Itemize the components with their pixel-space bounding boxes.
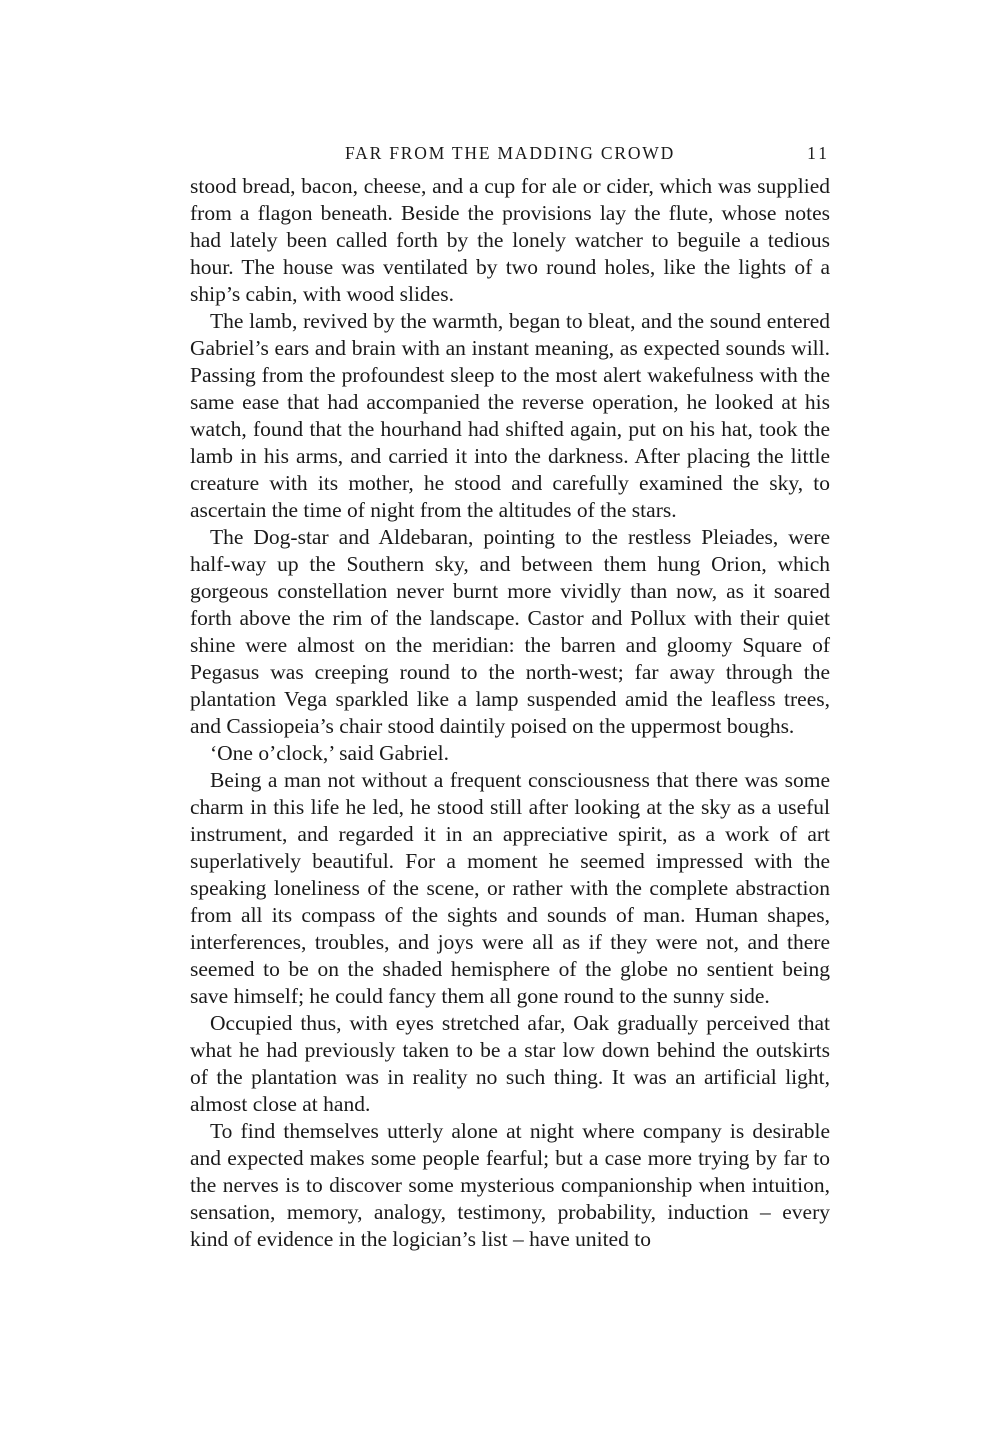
paragraph: Being a man not without a frequent consciousness that there was some charm in this life he led, he stood still after looking at the sky as a useful instrument, and regarded it in an appreciative spirit, as a work of art superlatively beautiful. For a moment he seemed impressed with the speaking loneliness of the scene, or rather with the complete abstraction from all its compass of the sights and sounds of man. Human shapes, interferences, troubles, and joys were all as if they were not, and there seemed to be on the shaded hemisphere of the globe no sentient being save himself; he could fancy them all gone round to the sunny side. — [190, 768, 830, 1008]
running-head-title: FAR FROM THE MADDING CROWD — [344, 143, 676, 163]
paragraph: Occupied thus, with eyes stretched afar, Oak gradually perceived that what he had previously taken to be a star low down behind the outskirts of the plantation was in reality no such thing. It was an artificial light, almost close at hand. — [190, 1011, 830, 1116]
paragraph-dialogue: ‘One o’clock,’ said Gabriel. — [210, 741, 449, 765]
paragraph-continued: stood bread, bacon, cheese, and a cup for ale or cider, which was supplied from a flagon beneath. Beside the provisions lay the flute, whose notes had lately been called forth by the lonely watcher to beguile a tedious hour. The house was ventilated by two round holes, like the lights of a ship’s cabin, with wood slides. — [190, 174, 830, 306]
paragraph: The lamb, revived by the warmth, began to bleat, and the sound entered Gabriel’s ears and brain with an instant meaning, as expected sounds will. Passing from the profoundest sleep to the most alert wakefulness with the same ease that had accompanied the reverse operation, he looked at his watch, found that the hourhand had shifted again, put on his hat, took the lamb in his arms, and carried it into the darkness. After placing the little creature with its mother, he stood and carefully examined the sky, to ascertain the time of night from the altitudes of the stars. — [190, 309, 830, 522]
paragraph: To find themselves utterly alone at night where company is desirable and expected makes some people fearful; but a case more trying by far to the nerves is to discover some mysterious companionship when intuition, sensation, memory, analogy, testimony, probability, induction – every kind of evidence in the logician’s list – have united to — [190, 1119, 830, 1251]
running-head — [190, 141, 830, 165]
body-text — [190, 173, 830, 1253]
page-number: 11 — [807, 143, 830, 163]
paragraph: The Dog-star and Aldebaran, pointing to the restless Pleiades, were half-way up the Southern sky, and between them hung Orion, which gorgeous constellation never burnt more vividly than now, as it soared forth above the rim of the landscape. Castor and Pollux with their quiet shine were almost on the meridian: the barren and gloomy Square of Pegasus was creeping round to the north-west; far away through the plantation Vega sparkled like a lamp suspended amid the leafless trees, and Cassiopeia’s chair stood daintily poised on the uppermost boughs. — [190, 525, 830, 738]
